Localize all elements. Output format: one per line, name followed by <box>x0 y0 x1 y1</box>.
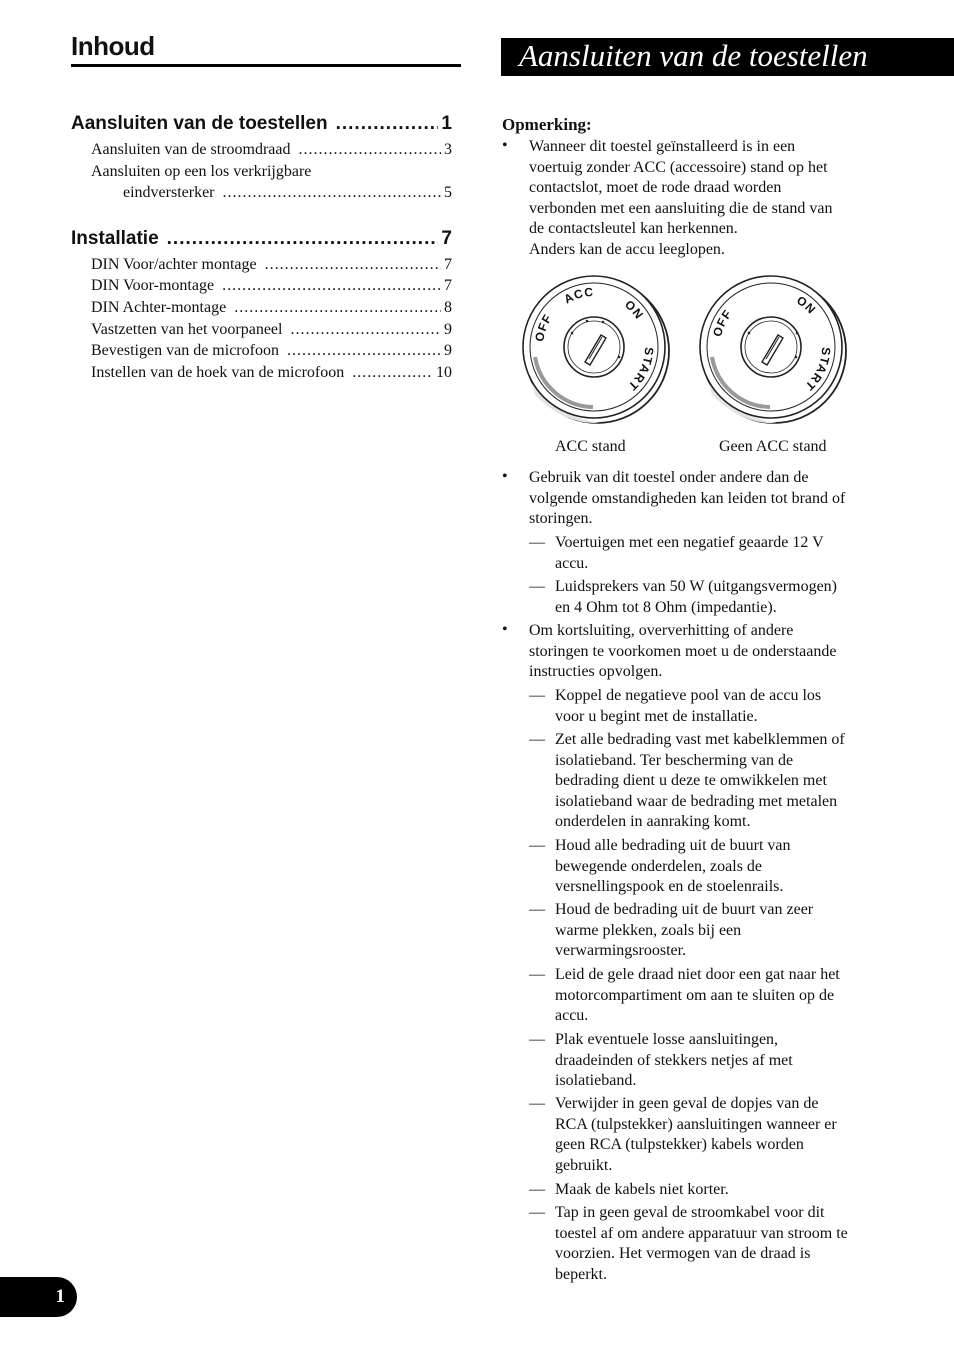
page-number-tab <box>0 1277 77 1317</box>
acc-ignition-switch-icon <box>505 265 669 423</box>
bullet-marker: • <box>502 137 508 154</box>
toc-section-installation[interactable] <box>71 228 452 250</box>
dash-marker: — <box>529 1181 545 1198</box>
dash-marker: — <box>529 1204 545 1221</box>
toc-item[interactable]: DIN Achter-montage ..... 8 <box>91 299 452 317</box>
toc-item[interactable]: Aansluiten op een los verkrijgbare <box>91 163 312 180</box>
bullet-text: Om kortsluiting, oververhitting of andere storingen te voorkomen moet u de onderstaande instructies opvolgen. <box>529 622 837 680</box>
ignition-switch-figure <box>505 265 885 435</box>
bullet-marker: • <box>502 468 508 485</box>
dash-item-text: Voertuigen met een negatief geaarde 12 V accu. <box>555 534 824 572</box>
dash-item-text: Koppel de negatieve pool van de accu los voor u begint met de installatie. <box>555 687 822 725</box>
bullet-marker: • <box>502 621 508 638</box>
toc-title: Inhoud <box>71 31 155 61</box>
dash-marker: — <box>529 901 545 918</box>
dash-item-text: Verwijder in geen geval de dopjes van de RCA (tulpstekker) aansluitingen wanneer er geen RCA (tulpstekker) kabels worden gebruikt. <box>555 1095 837 1174</box>
toc-item[interactable]: DIN Voor-montage ..... 7 <box>91 277 452 295</box>
dash-marker: — <box>529 578 545 595</box>
no-acc-ignition-switch-icon <box>700 276 846 423</box>
toc-item[interactable]: Aansluiten van de stroomdraad ..... 3 <box>91 141 452 159</box>
switch-label-on: ON <box>622 297 647 323</box>
toc-item[interactable]: Vastzetten van het voorpaneel ..... 9 <box>91 321 452 339</box>
switch-label-on: ON <box>794 293 819 318</box>
toc-item-continued[interactable]: eindversterker ..... 5 <box>123 184 452 202</box>
switch-label-start: START <box>801 346 834 394</box>
toc-page-number: 1 <box>441 113 452 134</box>
dash-marker: — <box>529 1095 545 1112</box>
dash-item-text: Houd de bedrading uit de buurt van zeer warme plekken, zoals bij een verwarmingsrooster. <box>555 901 814 959</box>
section-title-banner <box>501 38 954 76</box>
figure-caption-acc: ACC stand <box>555 438 626 455</box>
page-number: 1 <box>55 1286 65 1307</box>
toc-section-label: Installatie <box>71 228 159 249</box>
section-title: Aansluiten van de toestellen <box>519 38 868 73</box>
dash-item-text: Plak eventuele losse aansluitingen, draadeinden of stekkers netjes af met isolatieband. <box>555 1031 793 1089</box>
dash-item-text: Leid de gele draad niet door een gat naar het motorcompartiment om aan te sluiten op de accu. <box>555 966 840 1024</box>
toc-section-label: Aansluiten van de toestellen <box>71 113 328 134</box>
dash-marker: — <box>529 1031 545 1048</box>
toc-section-connecting[interactable] <box>71 113 452 135</box>
dash-item-text: Zet alle bedrading vast met kabelklemmen of isolatieband. Ter bescherming van de bedrading dient u deze te omwikkelen met isolatieband waar de bedrading met metalen onderdelen in aanraking komt. <box>555 731 845 830</box>
switch-label-start: START <box>624 346 657 394</box>
note-heading: Opmerking: <box>502 115 592 134</box>
toc-divider <box>71 64 461 67</box>
dash-item-text: Luidsprekers van 50 W (uitgangsvermogen) en 4 Ohm tot 8 Ohm (impedantie). <box>555 578 838 616</box>
bullet-text: Gebruik van dit toestel onder andere dan de volgende omstandigheden kan leiden tot brand of storingen. <box>529 469 846 527</box>
dash-marker: — <box>529 731 545 748</box>
dash-marker: — <box>529 966 545 983</box>
toc-item[interactable]: Instellen van de hoek van de microfoon ..... 10 <box>91 364 452 382</box>
dash-item-text: Houd alle bedrading uit de buurt van bewegende onderdelen, zoals de versnellingspook en de stoelenrails. <box>555 837 791 895</box>
dash-item-text: Maak de kabels niet korter. <box>555 1181 729 1198</box>
switch-label-acc: ACC <box>561 284 595 307</box>
switch-label-off: OFF <box>532 311 556 343</box>
toc-item[interactable]: Bevestigen van de microfoon ..... 9 <box>91 342 452 360</box>
note-bullet-text: Wanneer dit toestel geïnstalleerd is in een voertuig zonder ACC (accessoire) stand op het contactslot, moet de rode draad worden verbonden met een aansluiting die de stand van de contactsleutel kan herkennen. Anders kan de accu leeglopen. <box>529 138 833 258</box>
dash-marker: — <box>529 687 545 704</box>
dash-marker: — <box>529 837 545 854</box>
switch-label-off: OFF <box>710 306 735 339</box>
figure-caption-no-acc: Geen ACC stand <box>719 438 827 455</box>
toc-page-number: 7 <box>441 228 452 249</box>
toc-item[interactable]: DIN Voor/achter montage ..... 7 <box>91 256 452 274</box>
dash-marker: — <box>529 534 545 551</box>
dash-item-text: Tap in geen geval de stroomkabel voor dit toestel af om andere apparatuur van stroom te voorzien. Het vermogen van de draad is beperkt. <box>555 1204 848 1283</box>
